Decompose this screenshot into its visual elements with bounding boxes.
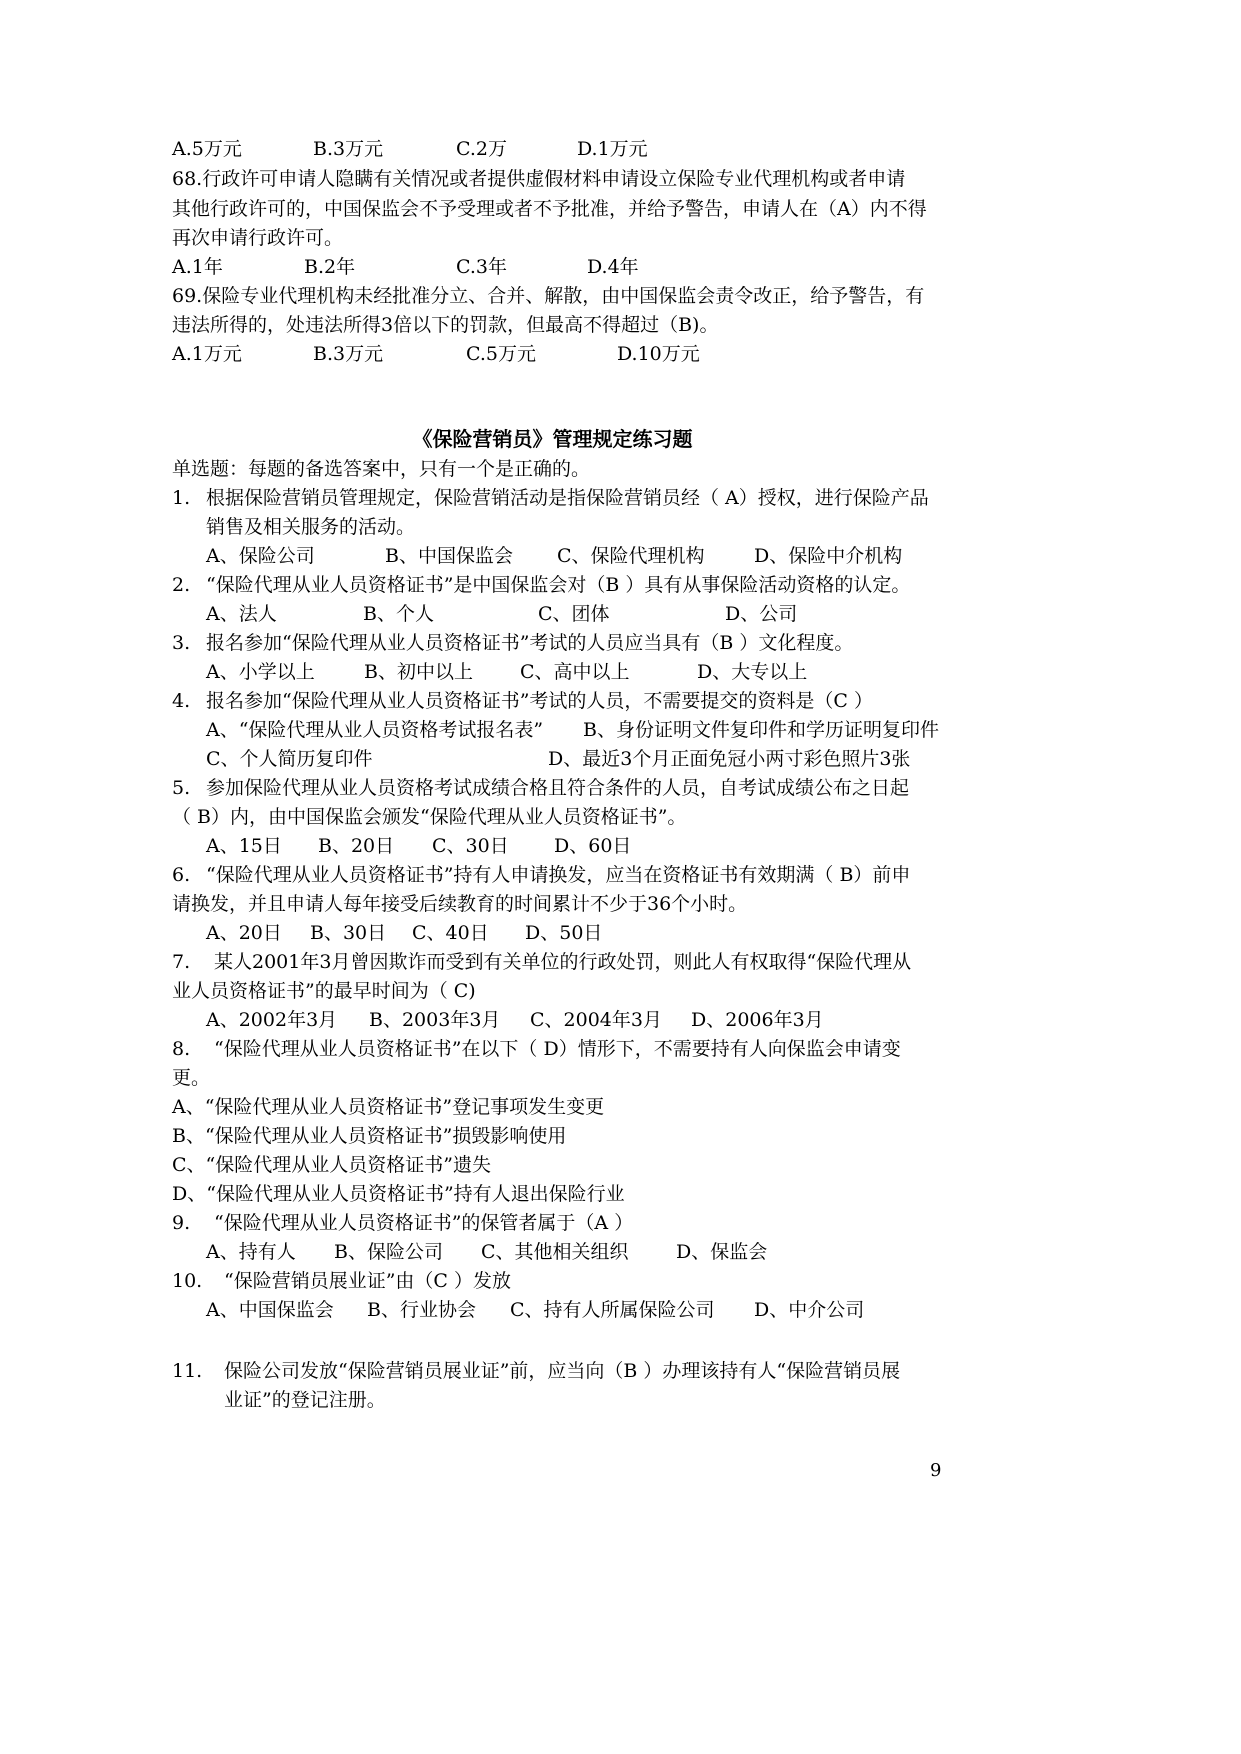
question-number: 9. bbox=[172, 1212, 191, 1234]
option-text: C、团体 bbox=[538, 603, 610, 625]
option-text: D、保监会 bbox=[676, 1241, 768, 1263]
question-text: 业证”的登记注册。 bbox=[224, 1389, 386, 1411]
page-number: 9 bbox=[930, 1460, 942, 1481]
option-text: C、持有人所属保险公司 bbox=[510, 1299, 715, 1321]
option-text: B、20日 bbox=[318, 835, 395, 857]
option-text: A、持有人 bbox=[206, 1241, 296, 1263]
option-text: B、初中以上 bbox=[364, 661, 473, 683]
option-text: C、个人简历复印件 bbox=[206, 748, 373, 770]
question-number: 2. bbox=[172, 574, 191, 596]
option-text: A、保险公司 bbox=[206, 545, 315, 567]
question-number: 10. bbox=[172, 1270, 203, 1292]
option-text: D.10万元 bbox=[617, 343, 700, 365]
question-number: 5. bbox=[172, 777, 191, 799]
question-text: “保险代理从业人员资格证书”在以下（ D）情形下，不需要持有人向保监会申请变 bbox=[214, 1038, 901, 1060]
option-text: B、“保险代理从业人员资格证书”损毁影响使用 bbox=[172, 1125, 567, 1147]
question-number: 1. bbox=[172, 487, 191, 509]
option-text: D、大专以上 bbox=[697, 661, 808, 683]
option-text: A.5万元 bbox=[172, 138, 242, 160]
question-number: 3. bbox=[172, 632, 191, 654]
question-number: 8. bbox=[172, 1038, 191, 1060]
option-text: D、公司 bbox=[725, 603, 798, 625]
question-text: 更。 bbox=[172, 1067, 211, 1089]
option-text: D、保险中介机构 bbox=[754, 545, 903, 567]
option-text: D.4年 bbox=[587, 256, 639, 278]
option-text: A、“保险代理从业人员资格证书”登记事项发生变更 bbox=[172, 1096, 605, 1118]
option-text: D、2006年3月 bbox=[691, 1009, 824, 1031]
option-text: C、2004年3月 bbox=[530, 1009, 662, 1031]
option-text: C.3年 bbox=[456, 256, 507, 278]
question-text: （ B）内，由中国保监会颁发“保险代理从业人员资格证书”。 bbox=[172, 806, 687, 828]
option-text: C、其他相关组织 bbox=[481, 1241, 629, 1263]
option-text: B.3万元 bbox=[313, 343, 384, 365]
option-text: B、2003年3月 bbox=[369, 1009, 501, 1031]
option-text: C.2万 bbox=[456, 138, 507, 160]
question-text: 某人2001年3月曾因欺诈而受到有关单位的行政处罚，则此人有权取得“保险代理从 bbox=[214, 951, 912, 973]
question-text: 报名参加“保险代理从业人员资格证书”考试的人员应当具有（B ）文化程度。 bbox=[206, 632, 854, 654]
option-text: C、高中以上 bbox=[520, 661, 630, 683]
option-text: A、小学以上 bbox=[206, 661, 315, 683]
question-text: 违法所得的，处违法所得3倍以下的罚款，但最高不得超过（B)。 bbox=[172, 314, 719, 336]
option-text: D、最近3个月正面免冠小两寸彩色照片3张 bbox=[548, 748, 911, 770]
question-text: “保险代理从业人员资格证书”是中国保监会对（B ）具有从事保险活动资格的认定。 bbox=[206, 574, 911, 596]
option-text: B、30日 bbox=[310, 922, 387, 944]
question-text: “保险代理从业人员资格证书”的保管者属于（A ） bbox=[214, 1212, 634, 1234]
question-text: 69.保险专业代理机构未经批准分立、合并、解散，由中国保监会责令改正，给予警告，有 bbox=[172, 285, 925, 307]
option-text: A.1万元 bbox=[172, 343, 242, 365]
option-text: B.3万元 bbox=[313, 138, 384, 160]
question-number: 11. bbox=[172, 1360, 203, 1382]
option-text: A、中国保监会 bbox=[206, 1299, 334, 1321]
option-text: B、保险公司 bbox=[334, 1241, 443, 1263]
option-text: D、60日 bbox=[554, 835, 632, 857]
option-text: A、法人 bbox=[206, 603, 277, 625]
option-text: B、身份证明文件复印件和学历证明复印件 bbox=[583, 719, 939, 741]
question-text: “保险代理从业人员资格证书”持有人申请换发，应当在资格证书有效期满（ B）前申 bbox=[206, 864, 911, 886]
question-text: 再次申请行政许可。 bbox=[172, 227, 344, 249]
option-text: A、15日 bbox=[206, 835, 282, 857]
option-text: C、“保险代理从业人员资格证书”遗失 bbox=[172, 1154, 491, 1176]
option-text: B、行业协会 bbox=[367, 1299, 476, 1321]
question-text: 报名参加“保险代理从业人员资格证书”考试的人员，不需要提交的资料是（C ） bbox=[206, 690, 874, 712]
section-intro: 单选题：每题的备选答案中，只有一个是正确的。 bbox=[172, 458, 591, 480]
option-text: D、中介公司 bbox=[754, 1299, 865, 1321]
question-text: 68.行政许可申请人隐瞒有关情况或者提供虚假材料申请设立保险专业代理机构或者申请 bbox=[172, 168, 906, 190]
question-text: 业人员资格证书”的最早时间为（ C) bbox=[172, 980, 476, 1002]
option-text: A.1年 bbox=[172, 256, 223, 278]
question-text: 请换发，并且申请人每年接受后续教育的时间累计不少于36个小时。 bbox=[172, 893, 748, 915]
option-text: B、中国保监会 bbox=[385, 545, 513, 567]
question-text: 保险公司发放“保险营销员展业证”前，应当向（B ）办理该持有人“保险营销员展 bbox=[224, 1360, 901, 1382]
option-text: D、50日 bbox=[525, 922, 603, 944]
option-text: C.5万元 bbox=[466, 343, 536, 365]
question-text: 参加保险代理从业人员资格考试成绩合格且符合条件的人员，自考试成绩公布之日起 bbox=[206, 777, 910, 799]
question-number: 6. bbox=[172, 864, 191, 886]
question-number: 4. bbox=[172, 690, 191, 712]
question-number: 7. bbox=[172, 951, 191, 973]
option-text: C、40日 bbox=[412, 922, 489, 944]
option-text: A、2002年3月 bbox=[206, 1009, 338, 1031]
option-text: D、“保险代理从业人员资格证书”持有人退出保险行业 bbox=[172, 1183, 625, 1205]
question-text: 根据保险营销员管理规定，保险营销活动是指保险营销员经（ A）授权，进行保险产品 bbox=[206, 487, 929, 509]
question-text: “保险营销员展业证”由（C ）发放 bbox=[224, 1270, 512, 1292]
option-text: A、“保险代理从业人员资格考试报名表” bbox=[206, 719, 544, 741]
option-text: C、保险代理机构 bbox=[557, 545, 705, 567]
option-text: B.2年 bbox=[304, 256, 356, 278]
option-text: B、个人 bbox=[363, 603, 434, 625]
option-text: C、30日 bbox=[432, 835, 509, 857]
option-text: D.1万元 bbox=[577, 138, 648, 160]
section-title: 《保险营销员》管理规定练习题 bbox=[412, 427, 693, 451]
option-text: A、20日 bbox=[206, 922, 282, 944]
question-text: 其他行政许可的，中国保监会不予受理或者不予批准，并给予警告，申请人在（A）内不得 bbox=[172, 198, 927, 220]
question-text: 销售及相关服务的活动。 bbox=[206, 516, 416, 538]
